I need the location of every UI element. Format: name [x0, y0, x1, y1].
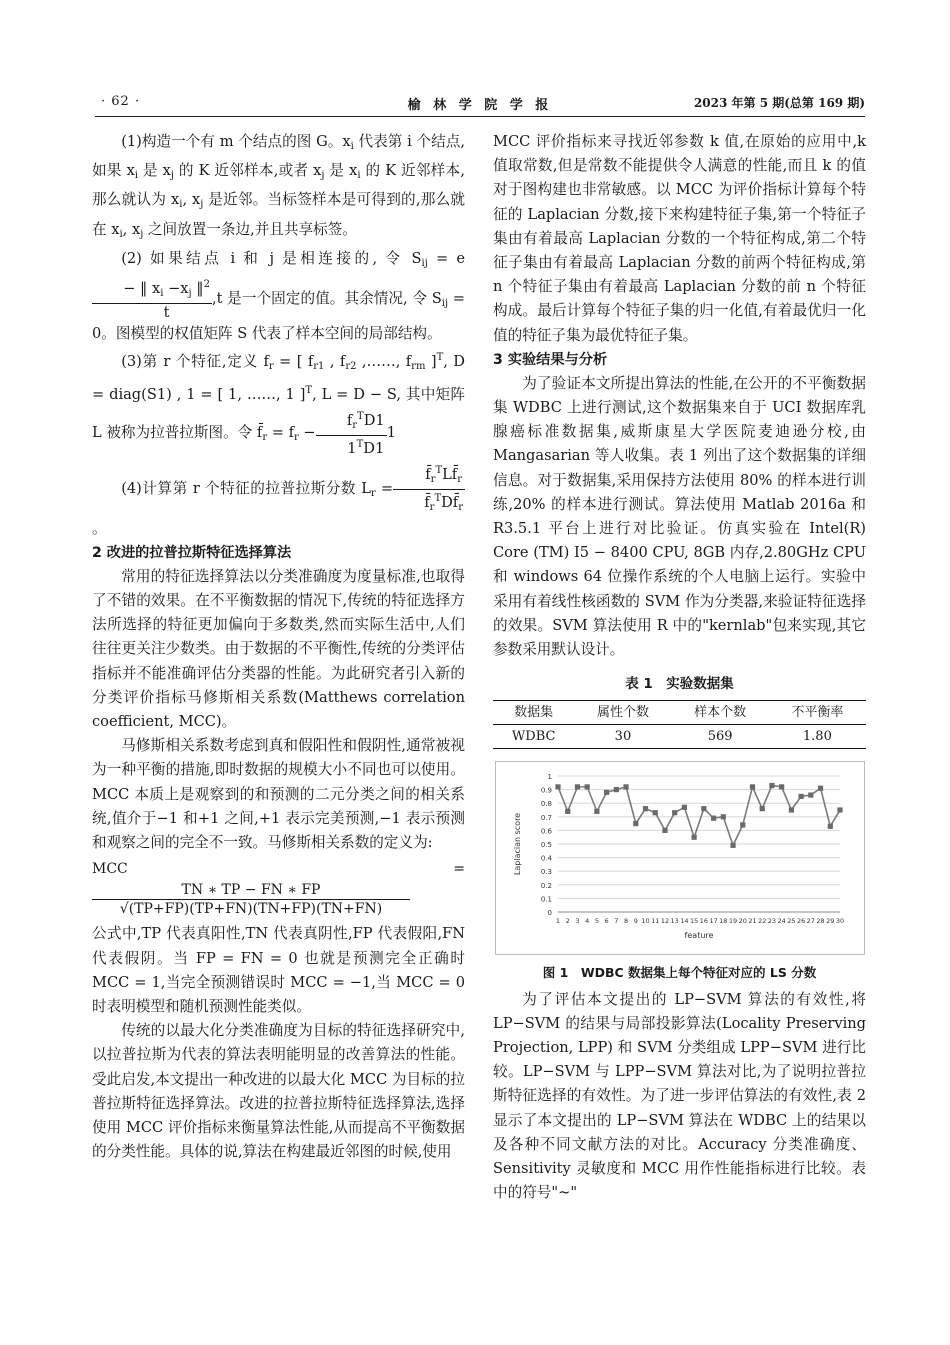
- table-header-row: [493, 701, 866, 725]
- data-point: [643, 807, 648, 812]
- table-header-cell: 不平衡率: [791, 705, 844, 721]
- data-point: [614, 787, 619, 792]
- section-2-heading: 2 改进的拉普拉斯特征选择算法: [92, 544, 292, 561]
- y-tick-label: 0.3: [540, 868, 552, 877]
- step-3-lead: (3)第 r 个特征,定义 $f_r$ = [ $f_{r1}$ , $f_{r2}$ ,……, $f_{rm}$ ]$^T$, D = diag(S1) , 1 = [ 1, ……, 1 ]$^T$, L = D − S, 其中矩阵 L 被称为拉普拉斯图。令 $f̄_r = f_r$ −: [92, 352, 466, 443]
- section-2-paragraph-1: 常用的特征选择算法以分类准确度为度量标准,也取得了不错的效果。在不平衡数据的情况下,传统的特征选择方法所选择的特征更加偏向于多数类,然而实际生活中,人们往往更关注少数类。由于数据的不平衡性,传统的分类评估指标并不能准确评估分类器的性能。为此研究者引入新的分类评价指标马修斯相关系数(Matthews correlation coefficient, MCC)。: [92, 567, 465, 731]
- step-1-paragraph: (1)构造一个有 m 个结点的图 G。$x_i$ 代表第 i 个结点,如果 $x_i$ 是 $x_j$ 的 K 近邻样本,或者 $x_j$ 是 $x_i$ 的 K 近邻样本,那么就认为 $x_i$, $x_j$ 是近邻。当标签样本是可得到的,那么就在 $x_i$, $x_j$ 之间放置一条边,并且共享标签。: [92, 133, 466, 240]
- x-tick-label: 14: [680, 917, 689, 926]
- exponent-fraction: [92, 276, 212, 322]
- centering-numerator: $f_r^TD1$: [316, 408, 387, 436]
- step-3-paragraph: [92, 346, 465, 457]
- y-tick-label: 0.4: [540, 855, 552, 864]
- table-header-cell: 属性个数: [596, 705, 649, 721]
- ls-score-chart: [495, 761, 865, 955]
- data-point: [711, 816, 716, 821]
- data-point: [789, 808, 794, 813]
- mcc-lhs: MCC =: [92, 861, 465, 878]
- x-tick-label: 11: [651, 917, 660, 926]
- y-tick-label: 0.6: [540, 827, 552, 836]
- data-point: [633, 821, 638, 826]
- centering-fraction: [316, 408, 387, 458]
- x-tick-label: 2: [565, 917, 570, 926]
- data-point: [799, 794, 804, 799]
- data-point: [808, 793, 813, 798]
- step-2-lead: (2) 如果结点 i 和 j 是相连接的, 令 $S_{ij} = e$: [121, 249, 465, 269]
- table-cell: 30: [614, 729, 632, 745]
- x-tick-label: 19: [728, 917, 738, 926]
- x-tick-label: 4: [585, 917, 590, 926]
- score-fraction: [393, 462, 465, 517]
- data-point: [575, 785, 580, 790]
- x-tick-label: 22: [758, 917, 767, 926]
- centering-denominator: $1^TD1$: [347, 438, 385, 457]
- section-2-paragraph-4: 传统的以最大化分类准确度为目标的特征选择研究中,以拉普拉斯为代表的算法表明能明显的改善算法的性能。受此启发,本文提出一种改进的以最大化 MCC 为目标的拉普拉斯特征选择算法。改进的拉普拉斯特征选择算法,选择使用 MCC 评价指标来衡量算法性能,从而提高不平衡数据的分类性能。具体的说,算法在构建最近邻图的时候,使用: [92, 1022, 465, 1161]
- data-point: [604, 790, 609, 795]
- x-tick-label: 8: [623, 917, 629, 926]
- table-1-caption: 表 1 实验数据集: [625, 676, 734, 693]
- x-tick-label: 9: [633, 917, 638, 926]
- section-3-heading: 3 实验结果与分析: [493, 351, 608, 368]
- page-number: · 62 ·: [101, 94, 141, 109]
- data-point: [740, 823, 745, 828]
- x-tick-label: 21: [748, 917, 757, 926]
- table-cell: 1.80: [802, 729, 832, 745]
- mcc-fraction: [92, 881, 410, 918]
- table-header-cell: 数据集: [514, 705, 554, 721]
- data-point: [701, 807, 706, 812]
- mcc-equation: [92, 857, 465, 918]
- step-4-tail: 。: [92, 519, 107, 537]
- y-tick-label: 0: [547, 909, 552, 918]
- table-cell: 569: [707, 729, 733, 745]
- y-tick-label: 0.5: [540, 841, 552, 850]
- x-tick-label: 29: [826, 917, 835, 926]
- data-point: [760, 807, 765, 812]
- data-point: [721, 815, 726, 820]
- data-point: [594, 809, 599, 814]
- header-rule: [95, 116, 865, 117]
- y-tick-label: 0.8: [540, 800, 552, 809]
- data-point: [565, 809, 570, 814]
- step-2-paragraph: [92, 247, 465, 346]
- step-4-lead: (4)计算第 r 个特征的拉普拉斯分数 $L_r$ =: [121, 480, 394, 500]
- chart-svg: [496, 762, 864, 954]
- section-3-paragraph-1: 为了验证本文所提出算法的性能,在公开的不平衡数据集 WDBC 上进行测试,这个数据集来自于 UCI 数据库乳腺癌标准数据集,威斯康星大学医院麦迪逊分校,由 Mangasarian 等人收集。表 1 列出了这个数据集的详细信息。对于数据集,采用保持方法使用 80% 的样本进行训练,20% 的样本进行测试。算法使用 Matlab 2016a 和 R3.5.1 平台上进行对比验证。仿真实验在 Intel(R) Core (TM) I5 − 8400 CPU, 8GB 内存,2.80GHz CPU 和 windows 64 位操作系统的个人电脑上运行。实验中采用有着线性核函数的 SVM 作为分类器,来验证特征选择的效果。SVM 算法使用 R 中的"kernlab"包来实现,其它参数采用默认设计。: [493, 374, 866, 659]
- x-tick-label: 16: [699, 917, 709, 926]
- x-tick-label: 5: [594, 917, 599, 926]
- method-continuation: MCC 评价指标来寻找近邻参数 k 值,在原始的应用中,k 值取常数,但是常数不能提供令人满意的性能,而且 k 的值对于图构建也非常敏感。以 MCC 为评价指标计算每个特征的 Laplacian 分数,接下来构建特征子集,第一个特征子集由有着最高 Laplacian 分数的一个特征构成,第二个特征子集由有着最高 Laplacian 分数的前两个特征构成,第 n 个特征子集由有着最高 Laplacian 分数的前 n 个特征构成。最后计算每个特征子集的归一化值,有着最优归一化值的特征子集为最优特征子集。: [493, 133, 866, 344]
- step-2-tail: ,t 是一个固定的值。其余情况, 令 $S_{ij} = 0$。图模型的权值矩阵 S 代表了样本空间的局部结构。: [92, 290, 465, 343]
- x-tick-label: 26: [796, 917, 806, 926]
- data-point: [555, 785, 560, 790]
- x-tick-label: 3: [575, 917, 580, 926]
- score-numerator: $f̄_r^TLf̄_r$: [393, 462, 465, 490]
- x-tick-label: 12: [660, 917, 670, 926]
- y-tick-label: 1: [547, 773, 552, 782]
- x-tick-label: 10: [641, 917, 650, 926]
- table-cell: WDBC: [511, 729, 556, 745]
- data-point: [730, 843, 735, 848]
- left-column: [92, 130, 465, 1165]
- data-point: [779, 785, 784, 790]
- section-2-paragraph-2: 马修斯相关系数考虑到真和假阳性和假阴性,通常被视为一种平衡的措施,即时数据的规模大小不同也可以使用。MCC 本质上是观察到的和预测的二元分类之间的相关系统,值介于−1 和+1 之间,+1 表示完美预测,−1 表示预测和观察之间的完全不一致。马修斯相关系数的定义为:: [92, 737, 465, 852]
- exponent-denominator: t: [163, 304, 170, 322]
- mcc-numerator: TN ∗ TP − FN ∗ FP: [92, 881, 410, 900]
- y-tick-label: 0.9: [540, 787, 552, 796]
- table-row: [493, 725, 866, 749]
- score-denominator: $f̄_r^TDf̄_r$: [424, 492, 463, 513]
- issue-info: 2023 年第 5 期(总第 169 期): [693, 96, 865, 110]
- step-3-tail: 1: [386, 423, 397, 441]
- data-point: [672, 811, 677, 816]
- data-point: [692, 835, 697, 840]
- running-header: [95, 92, 865, 114]
- x-axis-label: feature: [684, 931, 714, 941]
- table-header-cell: 样本个数: [694, 705, 747, 721]
- x-tick-label: 30: [835, 917, 845, 926]
- x-tick-label: 24: [777, 917, 786, 926]
- step-4-paragraph: [92, 462, 465, 541]
- x-tick-label: 15: [689, 917, 699, 926]
- data-point: [769, 783, 774, 788]
- exponent-numerator: − ‖ $x_i -x_j$ ‖$^2$: [92, 276, 212, 304]
- x-tick-label: 7: [614, 917, 619, 926]
- data-point: [828, 824, 833, 829]
- dataset-table: [493, 700, 866, 749]
- data-point: [653, 811, 658, 816]
- x-tick-label: 18: [719, 917, 728, 926]
- data-point: [837, 808, 842, 813]
- data-point: [585, 785, 590, 790]
- mcc-denominator: √(TP+FP)(TP+FN)(TN+FP)(TN+FN): [119, 901, 383, 918]
- section-2-paragraph-3: 公式中,TP 代表真阳性,TN 代表真阴性,FP 代表假阳,FN 代表假阴。当 FP = FN = 0 也就是预测完全正确时 MCC = 1,当完全预测错误时 MCC = −1,当 MCC = 0 时表明模型和随机预测性能类似。: [92, 925, 465, 1016]
- figure-1-caption: 图 1 WDBC 数据集上每个特征对应的 LS 分数: [542, 965, 817, 981]
- journal-title: 榆 林 学 院 学 报: [407, 98, 553, 113]
- y-axis-label: Laplacian score: [513, 813, 522, 876]
- data-point: [682, 805, 687, 810]
- y-tick-label: 0.2: [540, 882, 552, 891]
- x-tick-label: 17: [709, 917, 718, 926]
- data-point: [750, 785, 755, 790]
- y-tick-label: 0.1: [540, 895, 552, 904]
- section-3-paragraph-2: 为了评估本文提出的 LP−SVM 算法的有效性,将 LP−SVM 的结果与局部投影算法(Locality Preserving Projection, LPP) 和 SVM 分类组成 LPP−SVM 进行比较。LP−SVM 与 LPP−SVM 算法对比,为了说明拉普拉斯特征选择的有效性。为了进一步评估算法的有效性,表 2 显示了本文提出的 LP−SVM 算法在 WDBC 上的结果以及各种不同文献方法的对比。Accuracy 分类准确度、Sensitivity 灵敏度和 MCC 用作性能指标进行比较。表中的符号"~": [493, 990, 866, 1202]
- data-point: [662, 828, 667, 833]
- right-column: [493, 130, 866, 1206]
- x-tick-label: 23: [767, 917, 777, 926]
- x-tick-label: 28: [816, 917, 825, 926]
- data-point: [623, 785, 628, 790]
- x-tick-label: 25: [787, 917, 796, 926]
- x-tick-label: 1: [555, 917, 561, 926]
- x-tick-label: 6: [604, 917, 609, 926]
- data-point: [818, 786, 823, 791]
- x-tick-label: 20: [738, 917, 747, 926]
- series-line: [558, 786, 840, 846]
- x-tick-label: 27: [806, 917, 815, 926]
- x-tick-label: 13: [670, 917, 679, 926]
- y-tick-label: 0.7: [540, 814, 552, 823]
